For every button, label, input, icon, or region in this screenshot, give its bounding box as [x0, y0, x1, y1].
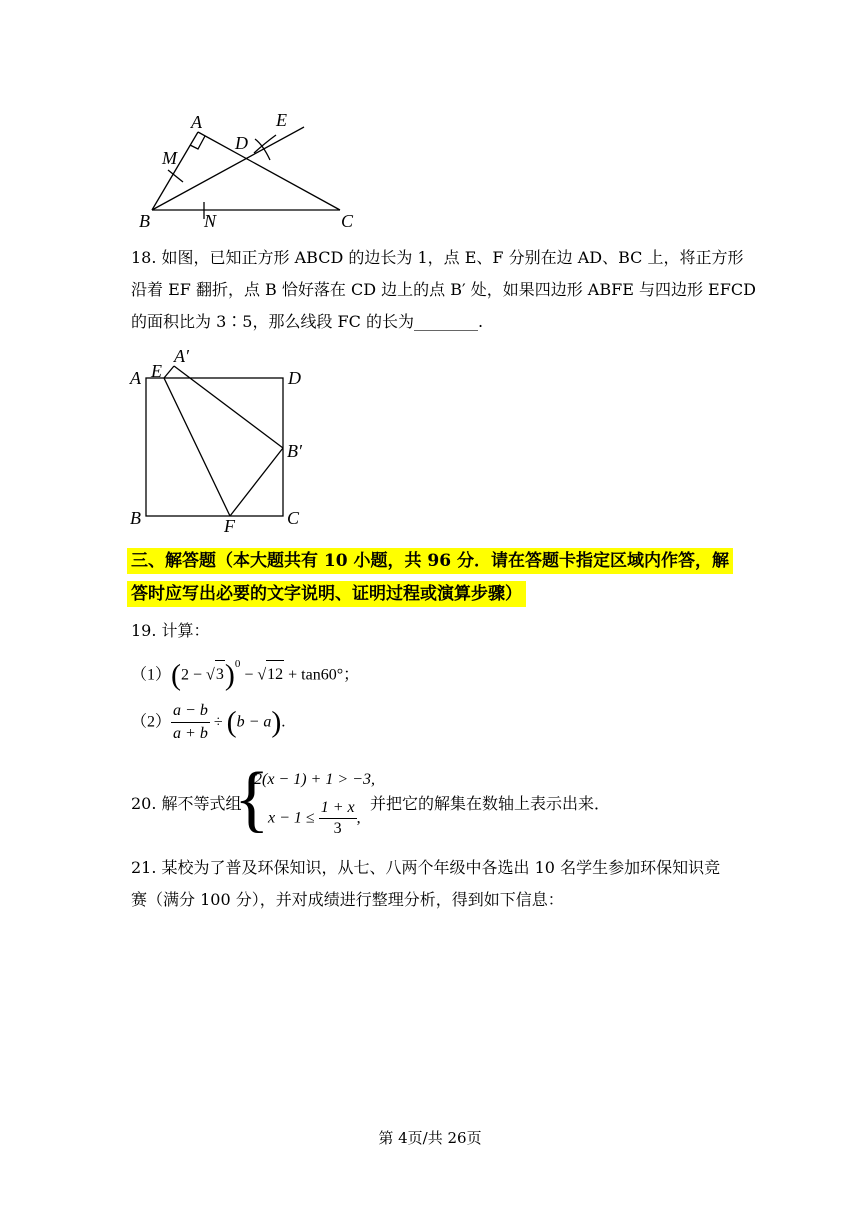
label-b: B — [130, 508, 141, 528]
q20-suffix: 并把它的解集在数轴上表示出来． — [370, 794, 611, 813]
label-e: E — [276, 110, 287, 130]
q19-p1-tail: + tan60°； — [288, 666, 360, 684]
label-c: C — [287, 508, 300, 528]
q19-p1-sqrt3: 3 — [215, 660, 225, 689]
q20-ineq2-left: x − 1 ≤ — [268, 809, 315, 827]
label-m: M — [162, 148, 177, 168]
q19-part-2: （2） $\frac{a - b}{a + b}$ ÷ (b − a). — [131, 700, 285, 745]
q19-part-2-label: （2） — [131, 713, 172, 731]
q19-p2-divide: ÷ — [213, 713, 223, 731]
q18-line-2: 沿着 EF 翻折，点 B 恰好落在 CD 边上的点 B′ 处，如果四边形 ABFE 与四边形 EFCD — [131, 280, 756, 299]
fold-line-ef — [164, 378, 230, 516]
q19-p2-end: . — [281, 713, 286, 731]
q19-p1-two: 2 — [181, 666, 190, 684]
q19-p1-exponent: 0 — [234, 658, 241, 670]
segment-ac — [198, 132, 340, 210]
q21-line-2: 赛（满分 100 分），并对成绩进行整理分析，得到如下信息： — [131, 890, 564, 909]
q19-part-1: $(1)(2 - √3)^0 - √12 + \tan 60^\circ$； — [131, 658, 360, 692]
label-f: F — [224, 516, 235, 536]
q20-inequality-1: 2(x − 1) + 1 > −3, — [254, 771, 375, 788]
q19-part-1-label: （1） — [131, 666, 172, 684]
q20-brace: { — [234, 758, 270, 840]
q20-prefix: 20. 解不等式组 — [131, 794, 242, 813]
q19-p1-sqrt12: 12 — [266, 660, 284, 689]
q19-p1-minus-2: − — [244, 666, 254, 684]
page-number-footer: 第 4页/共 26页 — [378, 1129, 482, 1147]
section-heading-line-1: 三、解答题（本大题共有 10 小题，共 96 分．请在答题卡指定区域内作答，解 — [127, 548, 733, 574]
q19-p2-numerator: a − b — [171, 700, 210, 723]
q20-ineq2-end: , — [356, 809, 361, 827]
q19-p2-paren-expr: b − a — [236, 713, 272, 731]
q20-inequality-2 — [268, 798, 361, 839]
label-d: D — [288, 368, 301, 388]
q18-line-1: 18. 如图，已知正方形 ABCD 的边长为 1，点 E、F 分别在边 AD、BC 上，将正方形 — [131, 248, 744, 267]
q20-ineq2-numerator: 1 + x — [319, 798, 357, 819]
ray-be — [152, 127, 304, 210]
triangle-figure-q17 — [130, 105, 370, 235]
label-e: E — [151, 361, 162, 381]
q19-p2-denominator: a + b — [173, 725, 208, 742]
label-b-prime: B′ — [287, 441, 302, 461]
label-d: D — [235, 133, 248, 153]
q19-title: 19. 计算： — [131, 621, 210, 640]
label-b: B — [139, 211, 150, 231]
segment-ea-prime — [164, 366, 174, 378]
label-a: A — [130, 368, 141, 388]
q19-p1-minus: − — [193, 666, 203, 684]
segment-ab — [152, 132, 198, 210]
label-a: A — [191, 112, 202, 132]
q20-ineq2-denominator: 3 — [333, 820, 342, 837]
q18-line-3: 的面积比为 3∶5，那么线段 FC 的长为________. — [131, 312, 484, 331]
label-c: C — [341, 211, 354, 231]
square-abcd — [146, 378, 283, 516]
segment-fb-prime — [230, 448, 283, 516]
label-a-prime: A′ — [174, 346, 189, 366]
label-n: N — [204, 211, 217, 231]
section-heading-line-2: 答时应写出必要的文字说明、证明过程或演算步骤） — [127, 581, 526, 607]
q21-line-1: 21. 某校为了普及环保知识，从七、八两个年级中各选出 10 名学生参加环保知识竞 — [131, 858, 721, 877]
